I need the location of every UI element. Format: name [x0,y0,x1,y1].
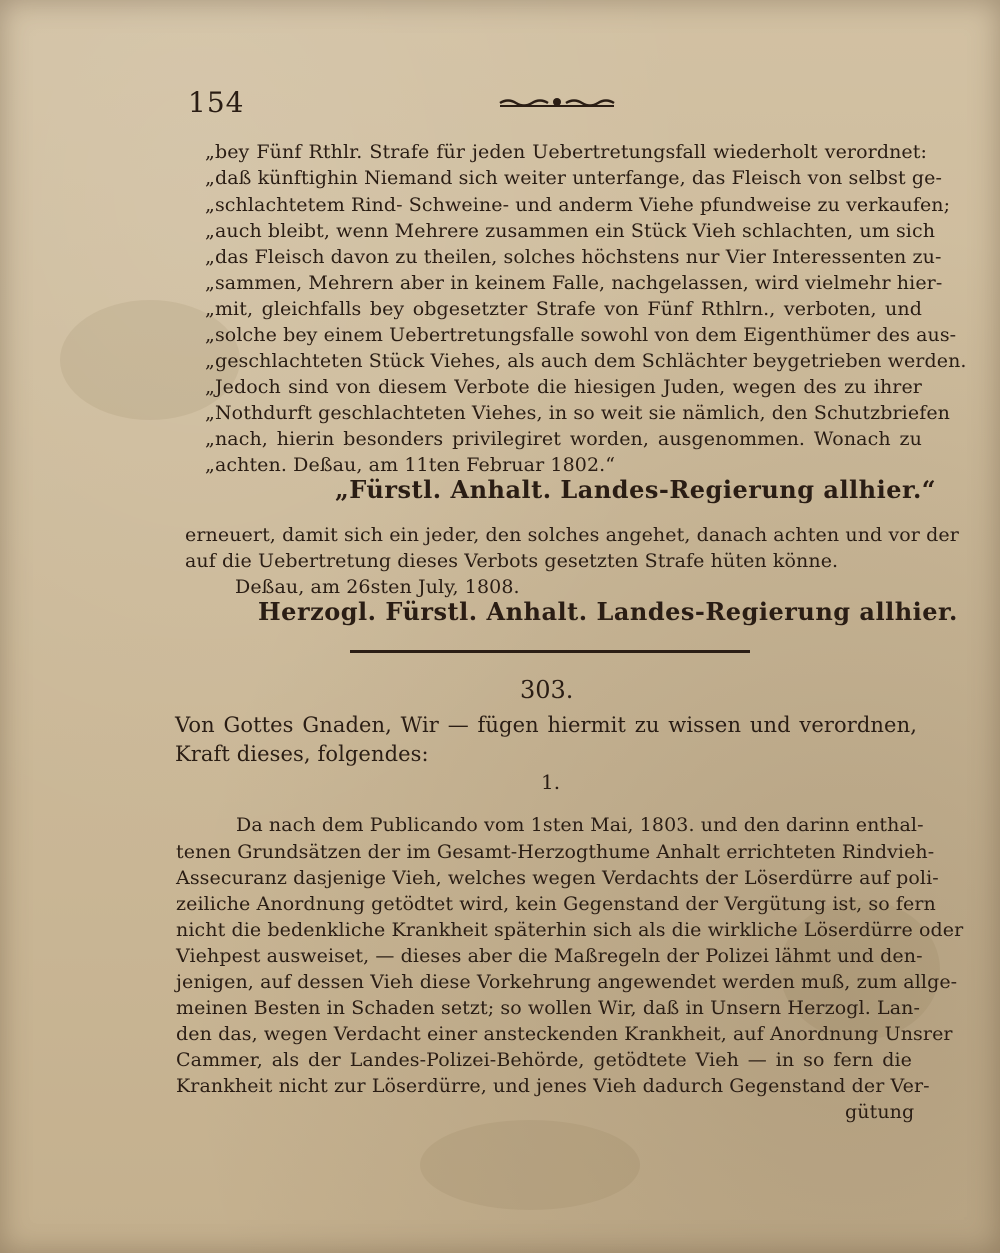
body-line: meinen Besten in Schaden setzt; so wollen Wir, daß in Unsern Herzogl. Lan- [176,997,920,1019]
quote-line: „geschlachteten Stück Viehes, als auch dem Schlächter beygetrieben werden. [205,350,967,372]
section-number: 303. [520,676,574,704]
page-number: 154 [188,86,245,119]
quote-line: „Nothdurft geschlachteten Viehes, in so weit sie nämlich, den Schutzbriefen [205,402,951,424]
body-line: nicht die bedenkliche Krankheit späterhin sich als die wirkliche Löserdürre oder [176,919,964,941]
date-line: Deßau, am 26sten July, 1808. [235,576,520,598]
body-line: zeiliche Anordnung getödtet wird, kein Gegenstand der Vergütung ist, so fern [176,893,936,915]
body-line: Assecuranz dasjenige Vieh, welches wegen Verdachts der Löserdürre auf poli- [176,867,939,889]
body-line: Cammer, als der Landes-Polizei-Behörde, getödtete Vieh — in so fern die [176,1049,912,1071]
quote-line: „solche bey einem Uebertretungsfalle sowohl von dem Eigenthümer des aus- [205,324,957,346]
renewal-line: erneuert, damit sich ein jeder, den solches angehet, danach achten und vor der [185,524,959,546]
quote-line: „auch bleibt, wenn Mehrere zusammen ein Stück Vieh schlachten, um sich [205,220,936,242]
sub-number: 1. [541,770,561,794]
section-divider [350,650,750,653]
quote-line: „sammen, Mehrern aber in keinem Falle, nachgelassen, wird vielmehr hier- [205,272,943,294]
quote-line: „Jedoch sind von diesem Verbote die hiesigen Juden, wegen des zu ihrer [205,376,922,398]
paper-stain [420,1120,640,1210]
quote-line: „daß künftighin Niemand sich weiter unterfange, das Fleisch von selbst ge- [205,167,942,189]
renewal-line: auf die Uebertretung dieses Verbots gesetzten Strafe hüten könne. [185,550,839,572]
intro-line: Von Gottes Gnaden, Wir — fügen hiermit zu wissen und verordnen, [175,713,917,737]
body-line: den das, wegen Verdacht einer ansteckenden Krankheit, auf Anordnung Unsrer [176,1023,953,1045]
quote-signature: „Fürstl. Anhalt. Landes-Regierung allhier.“ [335,475,937,504]
quote-line: „achten. Deßau, am 11ten Februar 1802.“ [205,454,616,476]
body-line: Krankheit nicht zur Löserdürre, und jenes Vieh dadurch Gegenstand der Ver- [176,1075,930,1097]
intro-line: Kraft dieses, folgendes: [175,742,429,766]
catchword: gütung [845,1101,915,1123]
quote-line: „das Fleisch davon zu theilen, solches höchstens nur Vier Interessenten zu- [205,246,942,268]
body-line: Viehpest ausweiset, — dieses aber die Maßregeln der Polizei lähmt und den- [176,945,923,967]
quote-line: „bey Fünf Rthlr. Strafe für jeden Uebertretungsfall wiederholt verordnet: [205,141,927,163]
ornament-icon [498,96,616,108]
body-line: tenen Grundsätzen der im Gesamt-Herzogthume Anhalt errichteten Rindvieh- [176,841,935,863]
quote-line: „schlachtetem Rind- Schweine- und anderm Viehe pfundweise zu verkaufen; [205,194,951,216]
body-line: jenigen, auf dessen Vieh diese Vorkehrung angewendet werden muß, zum allge- [176,971,958,993]
quote-line: „nach, hierin besonders privilegiret worden, ausgenommen. Wonach zu [205,428,922,450]
quote-line: „mit, gleichfalls bey obgesetzter Strafe von Fünf Rthlrn., verboten, und [205,298,922,320]
signature: Herzogl. Fürstl. Anhalt. Landes-Regierung allhier. [258,597,958,626]
body-line: Da nach dem Publicando vom 1sten Mai, 1803. und den darinn enthal- [236,814,924,836]
